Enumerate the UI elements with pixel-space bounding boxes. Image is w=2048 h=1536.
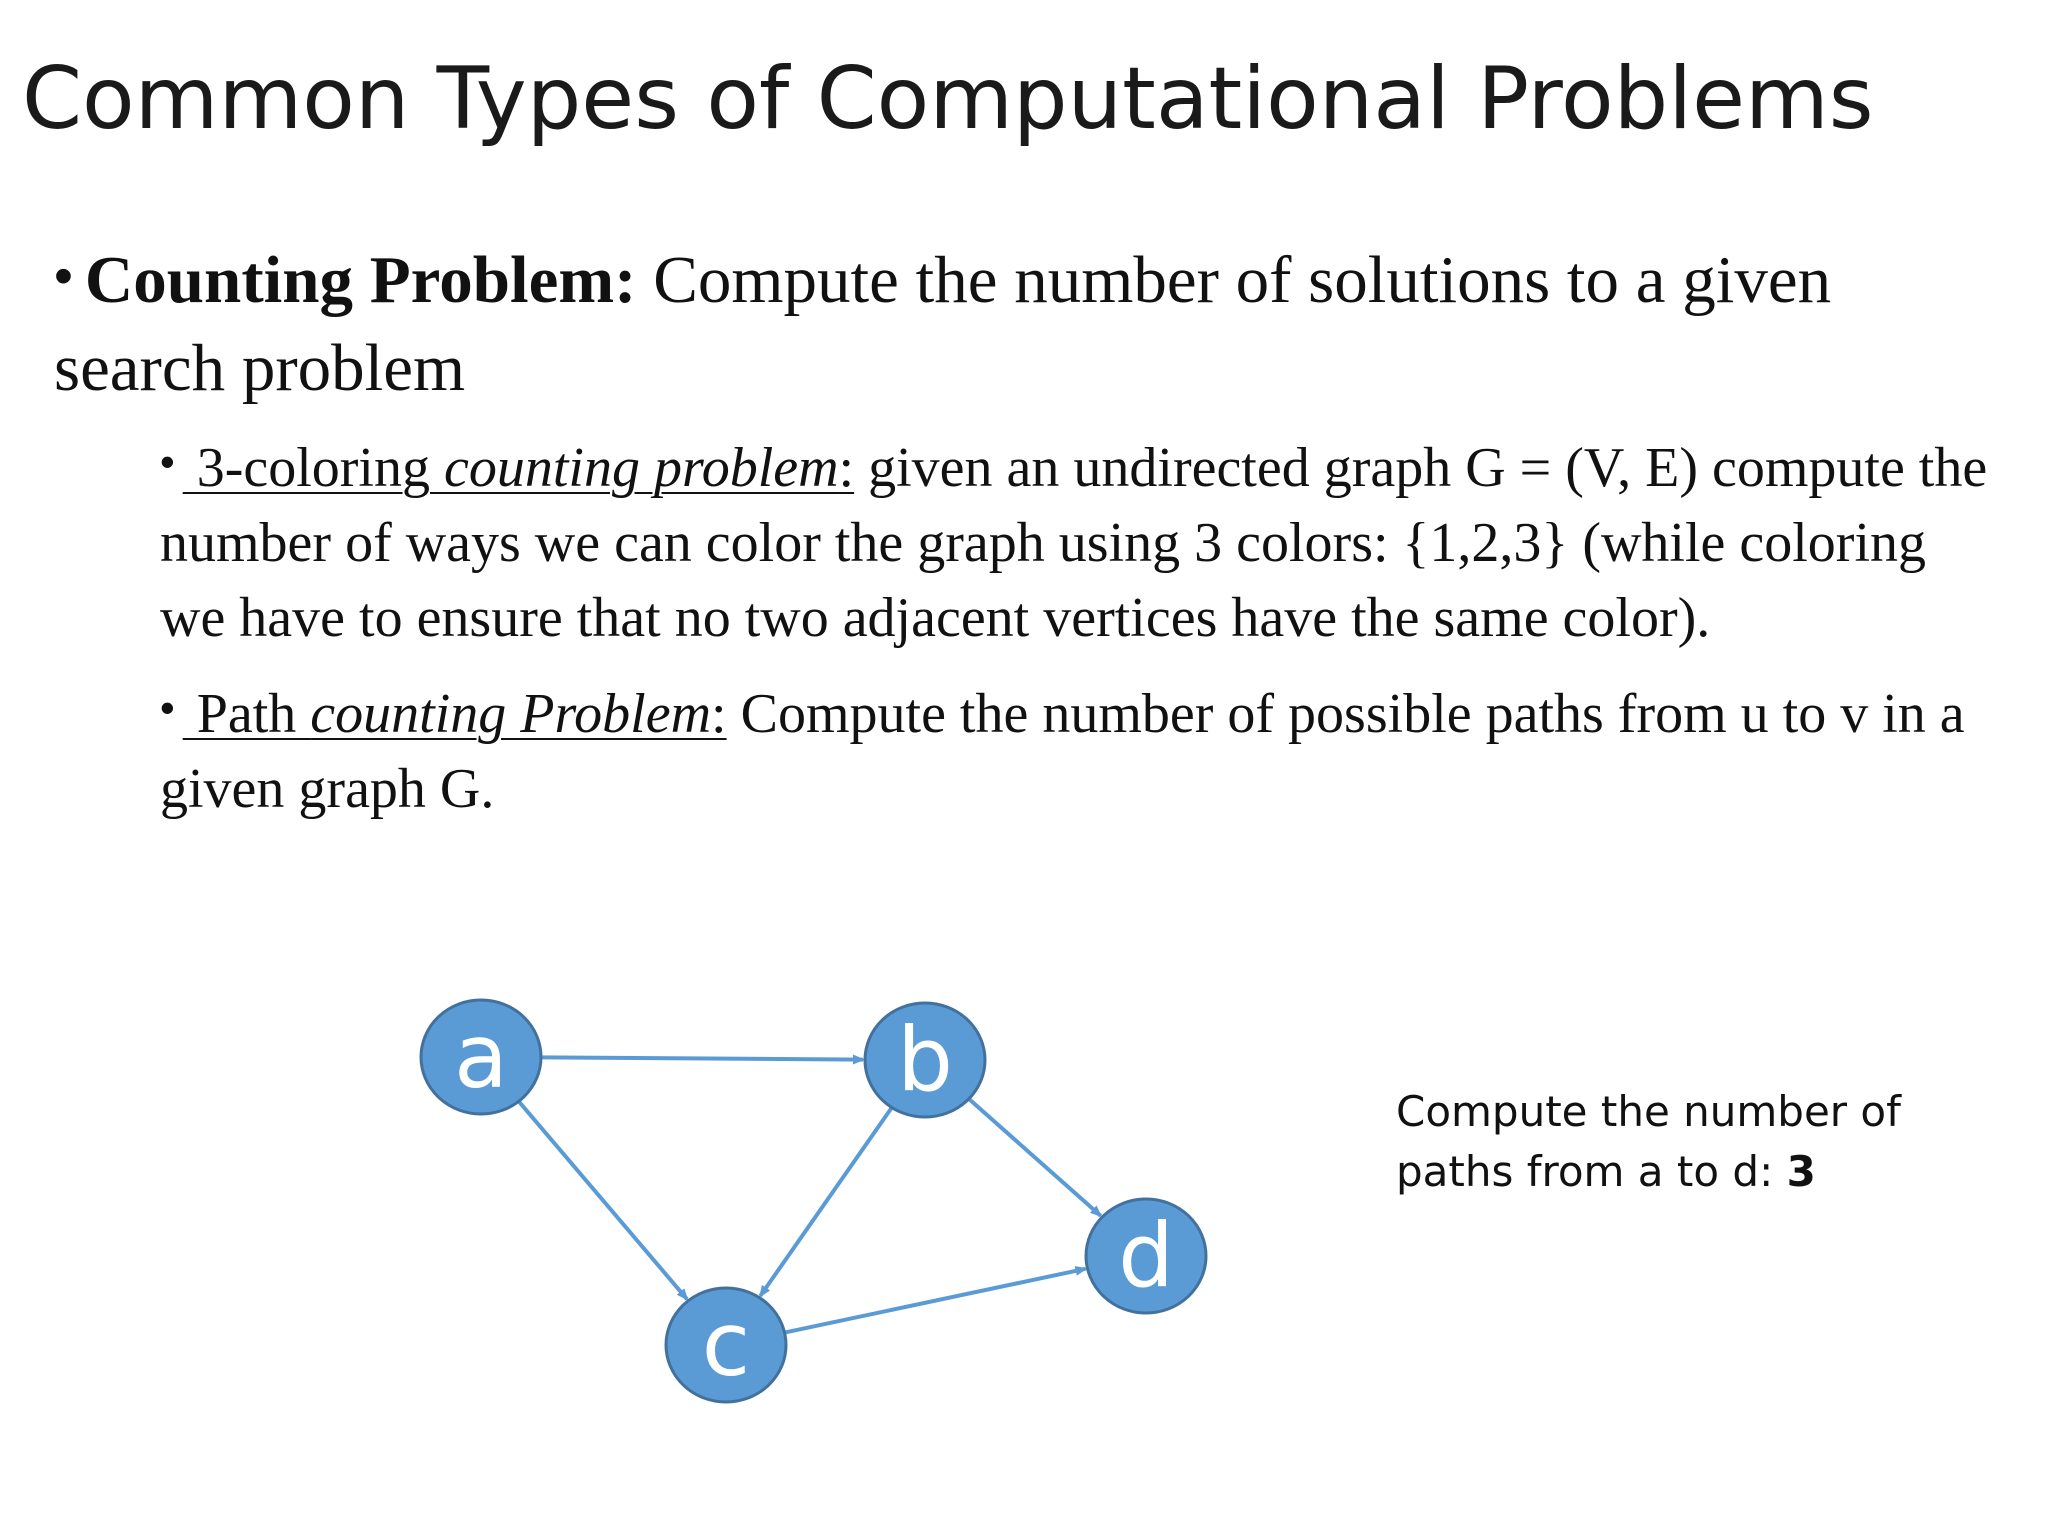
main-bullet-term: Counting Problem: [84,243,637,317]
node-b [865,1003,985,1117]
node-d [1086,1199,1206,1313]
node-c [666,1288,786,1402]
edge-b-d [969,1099,1101,1216]
node-label: b [897,1008,953,1111]
node-label: c [701,1293,751,1396]
edge-c-d [785,1269,1086,1333]
caption-answer: 3 [1786,1147,1816,1196]
node-a [421,1000,541,1114]
bullet-icon: • [160,684,175,731]
edge-a-c [519,1101,687,1299]
sub-bullet-lead-italic: counting Problem [310,683,712,745]
bullet-icon: • [54,246,73,306]
main-bullet-text: Compute the number of solutions to a given search problem [54,243,1832,405]
slide-title: Common Types of Computational Problems [22,49,1874,149]
edge-a-b [541,1057,863,1059]
sub-bullet-lead-colon: : [711,683,727,745]
node-label: a [454,1005,508,1108]
sub-bullet-lead-colon: : [838,437,855,499]
node-label: d [1118,1204,1174,1307]
sub-bullet-lead-italic: counting problem [444,437,839,499]
caption-text: Compute the number of paths from a to d: [1396,1087,1901,1196]
edge-b-c [760,1107,892,1295]
bullet-icon: • [160,438,175,485]
graph-edges [519,1057,1101,1332]
sub-bullet-lead-plain: 3-coloring [182,437,444,499]
sub-bullet-lead-plain: Path [182,683,311,745]
sub-bullet-text: Compute the number of possible paths from u to v in a given graph G. [160,683,1965,820]
sub-bullet-text: given an undirected graph G = (V, E) compute the number of ways we can color the graph using 3 colors: {1,2,3} (while coloring we have to ensure that no two adjacent vertices have the same color). [160,437,1988,649]
paths-caption [1396,1082,1996,1202]
